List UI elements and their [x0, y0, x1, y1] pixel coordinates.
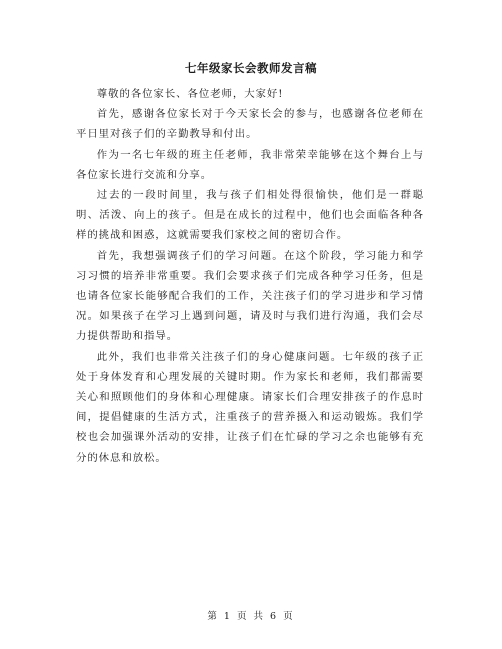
- paragraph-study: 首先，我想强调孩子们的学习问题。在这个阶段，学习能力和学习习惯的培养非常重要。我们会要求孩子们完成各种学习任务，但是也请各位家长能够配合我们的工作，关注孩子们的学习进步和学习情况。如果孩子在学习上遇到问题，请及时与我们进行沟通，我们会尽力提供帮助和指导。: [76, 249, 424, 343]
- paragraph-cooperation: 过去的一段时间里，我与孩子们相处得很愉快，他们是一群聪明、活泼、向上的孩子。但是在成长的过程中，他们也会面临各种各样的挑战和困惑，这就需要我们家校之间的密切合作。: [76, 189, 424, 242]
- paragraph-introduction: 作为一名七年级的班主任老师，我非常荣幸能够在这个舞台上与各位家长进行交流和分享。: [76, 148, 424, 181]
- paragraph-health: 此外，我们也非常关注孩子们的身心健康问题。七年级的孩子正处于身体发育和心理发展的关键时期。作为家长和老师，我们都需要关心和照顾他们的身体和心理健康。请家长们合理安排孩子的作息时间，提倡健康的生活方式，注重孩子的营养摄入和运动锻炼。我们学校也会加强课外活动的安排，让孩子们在忙碌的学习之余也能够有充分的休息和放松。: [76, 350, 424, 464]
- document-title: 七年级家长会教师发言稿: [185, 61, 317, 75]
- paragraph-greeting: 尊敬的各位家长、各位老师，大家好!: [96, 88, 284, 100]
- document-body: [76, 84, 424, 468]
- paragraph-thanks: 首先，感谢各位家长对于今天家长会的参与，也感谢各位老师在平日里对孩子们的辛勤教导和付出。: [76, 108, 424, 141]
- page-number-footer: 第 1 页 共 6 页: [207, 611, 295, 622]
